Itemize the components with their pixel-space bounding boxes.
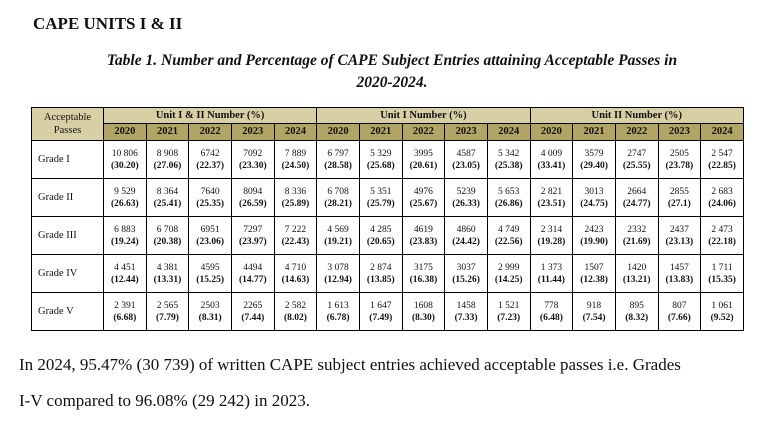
table-header — [32, 108, 744, 141]
data-cell — [317, 255, 360, 293]
data-cell — [231, 179, 274, 217]
year-header-unit-1-and-2-2020: 2020 — [104, 124, 147, 141]
table-row — [32, 217, 744, 255]
entry-count: 4 710 — [284, 262, 307, 273]
data-cell — [317, 141, 360, 179]
entry-percentage: (27.06) — [153, 160, 182, 171]
entry-count: 4 749 — [498, 224, 520, 235]
entry-percentage: (28.58) — [324, 160, 352, 171]
entry-percentage: (19.21) — [324, 236, 352, 247]
data-cell — [445, 217, 488, 255]
entry-percentage: (24.75) — [580, 198, 608, 209]
grade-label: Grade III — [32, 217, 104, 255]
entry-count: 7 222 — [284, 224, 307, 235]
data-cell — [274, 217, 317, 255]
entry-percentage: (22.85) — [708, 160, 736, 171]
entry-count: 1458 — [456, 300, 476, 311]
entry-count: 1507 — [584, 262, 604, 273]
entry-percentage: (7.54) — [582, 312, 606, 323]
page-title: CAPE UNITS I & II — [33, 14, 183, 33]
data-cell — [701, 141, 744, 179]
entry-percentage: (26.33) — [452, 198, 480, 209]
entry-count: 3175 — [413, 262, 433, 273]
data-cell — [274, 141, 317, 179]
entry-count: 2 547 — [711, 148, 733, 159]
table-row — [32, 179, 744, 217]
data-cell — [359, 217, 402, 255]
entry-percentage: (25.55) — [622, 160, 651, 171]
data-cell — [104, 293, 147, 331]
entry-percentage: (19.28) — [537, 236, 566, 247]
data-cell — [487, 179, 530, 217]
entry-percentage: (6.48) — [539, 312, 563, 323]
entry-count: 1608 — [413, 300, 433, 311]
entry-count: 1 061 — [711, 300, 733, 311]
data-cell — [615, 255, 658, 293]
entry-percentage: (13.21) — [622, 274, 651, 285]
data-cell — [701, 293, 744, 331]
data-cell — [146, 255, 189, 293]
entry-count: 2 999 — [498, 262, 520, 273]
data-cell — [701, 179, 744, 217]
entry-percentage: (7.66) — [667, 312, 691, 323]
group-header-unit-1-and-2: Unit I & II Number (%) — [104, 108, 317, 124]
data-cell — [189, 217, 232, 255]
entry-percentage: (15.35) — [708, 274, 736, 285]
entry-percentage: (24.06) — [708, 198, 736, 209]
grade-label: Grade IV — [32, 255, 104, 293]
table-row — [32, 255, 744, 293]
data-cell — [274, 179, 317, 217]
entry-percentage: (26.59) — [238, 198, 267, 209]
data-cell — [402, 217, 445, 255]
entry-percentage: (29.40) — [580, 160, 608, 171]
entry-count: 1 613 — [327, 300, 349, 311]
year-header-unit-1-2021: 2021 — [359, 124, 402, 141]
data-cell — [317, 179, 360, 217]
data-cell — [701, 255, 744, 293]
data-cell — [658, 293, 701, 331]
data-cell — [189, 179, 232, 217]
year-header-unit-1-2022: 2022 — [402, 124, 445, 141]
year-header-unit-1-and-2-2021: 2021 — [146, 124, 189, 141]
year-header-unit-1-and-2-2022: 2022 — [189, 124, 232, 141]
entry-percentage: (20.65) — [366, 236, 395, 247]
entry-percentage: (14.25) — [494, 274, 523, 285]
entry-count: 4 451 — [114, 262, 136, 273]
entry-count: 9 529 — [114, 186, 136, 197]
data-cell — [445, 141, 488, 179]
entry-count: 4 009 — [540, 148, 563, 159]
entry-count: 4976 — [413, 186, 433, 197]
entry-percentage: (15.25) — [196, 274, 224, 285]
data-cell — [445, 255, 488, 293]
year-header-unit-1-2023: 2023 — [445, 124, 488, 141]
data-cell — [573, 141, 616, 179]
data-cell — [658, 141, 701, 179]
entry-percentage: (20.61) — [409, 160, 438, 171]
table-caption-line2: 2020-2024. — [356, 74, 428, 91]
entry-percentage: (25.67) — [409, 198, 438, 209]
group-header-unit-2: Unit II Number (%) — [530, 108, 743, 124]
data-cell — [146, 217, 189, 255]
data-cell — [530, 141, 573, 179]
entry-percentage: (11.44) — [537, 274, 565, 285]
entry-count: 1457 — [669, 262, 689, 273]
entry-count: 3037 — [456, 262, 476, 273]
entry-percentage: (22.37) — [196, 160, 224, 171]
entry-percentage: (23.05) — [452, 160, 480, 171]
entry-count: 2 314 — [540, 224, 563, 235]
entry-count: 2423 — [584, 224, 604, 235]
data-cell — [573, 255, 616, 293]
entry-count: 2503 — [200, 300, 220, 311]
entry-percentage: (23.13) — [665, 236, 694, 247]
entry-count: 5 653 — [498, 186, 520, 197]
data-cell — [146, 141, 189, 179]
entry-percentage: (23.30) — [238, 160, 267, 171]
entry-count: 8094 — [243, 186, 263, 197]
data-cell — [359, 293, 402, 331]
data-cell — [231, 141, 274, 179]
entry-count: 5 329 — [370, 148, 392, 159]
table-caption-line1: Table 1. Number and Percentage of CAPE Subject Entries attaining Acceptable Passes in — [106, 52, 678, 69]
entry-percentage: (8.32) — [625, 312, 649, 323]
data-cell — [445, 179, 488, 217]
entry-count: 8 908 — [156, 148, 179, 159]
table-caption — [30, 50, 754, 94]
entry-count: 2265 — [243, 300, 263, 311]
entry-percentage: (25.89) — [281, 198, 310, 209]
entry-percentage: (23.06) — [196, 236, 224, 247]
table-row — [32, 293, 744, 331]
entry-count: 7640 — [200, 186, 220, 197]
entry-count: 2 473 — [711, 224, 733, 235]
data-cell — [104, 179, 147, 217]
data-cell — [487, 217, 530, 255]
entry-count: 4587 — [456, 148, 476, 159]
entry-count: 5 351 — [370, 186, 392, 197]
data-cell — [189, 293, 232, 331]
data-cell — [359, 141, 402, 179]
data-cell — [274, 255, 317, 293]
data-cell — [402, 255, 445, 293]
entry-count: 4860 — [456, 224, 476, 235]
data-cell — [402, 141, 445, 179]
data-cell — [104, 217, 147, 255]
data-cell — [146, 293, 189, 331]
entry-count: 1 711 — [711, 262, 733, 273]
data-cell — [231, 293, 274, 331]
entry-percentage: (24.42) — [452, 236, 480, 247]
data-cell — [615, 217, 658, 255]
entry-percentage: (14.63) — [281, 274, 310, 285]
data-cell — [104, 141, 147, 179]
entry-percentage: (24.77) — [622, 198, 651, 209]
entry-count: 2747 — [627, 148, 647, 159]
entry-percentage: (23.78) — [665, 160, 694, 171]
entry-count: 6 797 — [327, 148, 349, 159]
entry-count: 2 565 — [156, 300, 179, 311]
entry-percentage: (25.79) — [366, 198, 395, 209]
entry-count: 3 078 — [327, 262, 349, 273]
entry-count: 895 — [629, 300, 644, 311]
data-cell — [530, 179, 573, 217]
entry-count: 807 — [672, 300, 687, 311]
data-cell — [274, 293, 317, 331]
summary-line1: In 2024, 95.47% (30 739) of written CAPE subject entries achieved acceptable passes i.e. Grades — [19, 355, 681, 374]
year-header-unit-1-2020: 2020 — [317, 124, 360, 141]
entry-percentage: (25.68) — [366, 160, 395, 171]
entry-percentage: (7.49) — [369, 312, 393, 323]
entry-count: 6951 — [200, 224, 220, 235]
data-cell — [402, 293, 445, 331]
year-header-unit-2-2022: 2022 — [615, 124, 658, 141]
data-cell — [615, 293, 658, 331]
entry-count: 2437 — [669, 224, 689, 235]
entry-count: 4595 — [200, 262, 220, 273]
entry-percentage: (8.02) — [283, 312, 307, 323]
entry-count: 2 391 — [114, 300, 136, 311]
entry-percentage: (19.90) — [580, 236, 608, 247]
entry-count: 3995 — [413, 148, 433, 159]
entry-percentage: (23.51) — [537, 198, 566, 209]
data-cell — [104, 255, 147, 293]
entry-percentage: (22.56) — [494, 236, 523, 247]
entry-percentage: (12.44) — [110, 274, 139, 285]
summary-line2: I-V compared to 96.08% (29 242) in 2023. — [19, 391, 310, 410]
entry-count: 2664 — [627, 186, 647, 197]
entry-count: 2 683 — [711, 186, 733, 197]
entry-count: 4494 — [243, 262, 263, 273]
data-cell — [530, 217, 573, 255]
entry-count: 1 373 — [540, 262, 563, 273]
entry-count: 3579 — [584, 148, 604, 159]
entry-count: 5239 — [456, 186, 476, 197]
entry-percentage: (28.21) — [324, 198, 352, 209]
year-header-unit-1-and-2-2024: 2024 — [274, 124, 317, 141]
entry-count: 8 364 — [156, 186, 179, 197]
grade-label: Grade V — [32, 293, 104, 331]
entry-count: 1 521 — [498, 300, 520, 311]
entry-percentage: (30.20) — [110, 160, 139, 171]
entry-percentage: (26.86) — [494, 198, 523, 209]
entry-count: 2855 — [669, 186, 689, 197]
entry-count: 7092 — [243, 148, 263, 159]
data-cell — [231, 255, 274, 293]
data-cell — [487, 293, 530, 331]
entry-count: 8 336 — [284, 186, 307, 197]
entry-count: 2505 — [669, 148, 689, 159]
data-cell — [317, 217, 360, 255]
entry-percentage: (33.41) — [537, 160, 566, 171]
year-header-unit-1-and-2-2023: 2023 — [231, 124, 274, 141]
entry-count: 7297 — [243, 224, 263, 235]
data-cell — [189, 141, 232, 179]
data-cell — [189, 255, 232, 293]
year-header-unit-2-2020: 2020 — [530, 124, 573, 141]
entry-count: 6 708 — [156, 224, 179, 235]
corner-header-acceptable-passes: Acceptable Passes — [32, 108, 104, 141]
entry-percentage: (20.38) — [153, 236, 182, 247]
data-cell — [573, 179, 616, 217]
entry-count: 4 285 — [370, 224, 392, 235]
entry-percentage: (16.38) — [409, 274, 438, 285]
table-row — [32, 141, 744, 179]
entry-count: 1420 — [627, 262, 647, 273]
entry-percentage: (19.24) — [110, 236, 139, 247]
entry-percentage: (8.31) — [198, 312, 222, 323]
entry-count: 4619 — [413, 224, 433, 235]
entry-percentage: (23.97) — [238, 236, 267, 247]
data-cell — [317, 293, 360, 331]
grade-label: Grade II — [32, 179, 104, 217]
entry-count: 2332 — [627, 224, 647, 235]
data-cell — [701, 217, 744, 255]
data-cell — [615, 141, 658, 179]
data-cell — [359, 179, 402, 217]
year-header-unit-2-2024: 2024 — [701, 124, 744, 141]
grade-label: Grade I — [32, 141, 104, 179]
data-cell — [487, 141, 530, 179]
entry-percentage: (13.31) — [153, 274, 182, 285]
data-cell — [402, 179, 445, 217]
entry-count: 2 582 — [284, 300, 307, 311]
entry-percentage: (15.26) — [452, 274, 480, 285]
data-cell — [359, 255, 402, 293]
entry-count: 7 889 — [284, 148, 307, 159]
entry-percentage: (13.83) — [665, 274, 694, 285]
group-header-row — [32, 108, 744, 124]
entry-percentage: (27.1) — [667, 198, 691, 209]
entry-percentage: (25.38) — [494, 160, 523, 171]
entry-percentage: (6.68) — [113, 312, 137, 323]
entry-count: 4 569 — [327, 224, 349, 235]
entry-count: 6 708 — [327, 186, 349, 197]
entry-percentage: (25.41) — [153, 198, 182, 209]
year-header-unit-2-2021: 2021 — [573, 124, 616, 141]
entry-percentage: (12.38) — [580, 274, 608, 285]
data-cell — [487, 255, 530, 293]
entry-percentage: (7.33) — [454, 312, 478, 323]
entry-count: 3013 — [584, 186, 604, 197]
entry-percentage: (24.50) — [281, 160, 310, 171]
entry-count: 5 342 — [498, 148, 520, 159]
entry-count: 6742 — [200, 148, 220, 159]
data-cell — [573, 217, 616, 255]
summary-paragraph — [19, 347, 755, 419]
group-header-unit-1: Unit I Number (%) — [317, 108, 530, 124]
entry-percentage: (7.23) — [497, 312, 521, 323]
data-cell — [445, 293, 488, 331]
data-cell — [658, 179, 701, 217]
entry-percentage: (9.52) — [710, 312, 734, 323]
entry-count: 6 883 — [114, 224, 136, 235]
entry-percentage: (7.79) — [156, 312, 179, 323]
table-body — [32, 141, 744, 331]
entry-count: 2 821 — [540, 186, 563, 197]
year-header-row — [32, 124, 744, 141]
entry-percentage: (8.30) — [411, 312, 435, 323]
entry-percentage: (25.35) — [196, 198, 224, 209]
cape-results-table — [31, 107, 744, 331]
entry-count: 778 — [544, 300, 559, 311]
data-cell — [658, 217, 701, 255]
data-cell — [573, 293, 616, 331]
data-cell — [146, 179, 189, 217]
entry-percentage: (13.85) — [366, 274, 395, 285]
data-cell — [530, 293, 573, 331]
entry-percentage: (12.94) — [324, 274, 352, 285]
entry-percentage: (21.69) — [622, 236, 651, 247]
entry-percentage: (23.83) — [409, 236, 438, 247]
entry-count: 1 647 — [370, 300, 392, 311]
entry-count: 4 381 — [156, 262, 179, 273]
entry-percentage: (14.77) — [238, 274, 267, 285]
entry-percentage: (7.44) — [241, 312, 265, 323]
data-cell — [615, 179, 658, 217]
year-header-unit-1-2024: 2024 — [487, 124, 530, 141]
entry-percentage: (6.78) — [326, 312, 350, 323]
entry-count: 10 806 — [111, 148, 138, 159]
entry-count: 918 — [586, 300, 602, 311]
entry-percentage: (26.63) — [110, 198, 139, 209]
entry-percentage: (22.43) — [281, 236, 310, 247]
data-cell — [658, 255, 701, 293]
entry-count: 2 874 — [370, 262, 392, 273]
entry-percentage: (22.18) — [708, 236, 736, 247]
year-header-unit-2-2023: 2023 — [658, 124, 701, 141]
data-cell — [530, 255, 573, 293]
data-cell — [231, 217, 274, 255]
